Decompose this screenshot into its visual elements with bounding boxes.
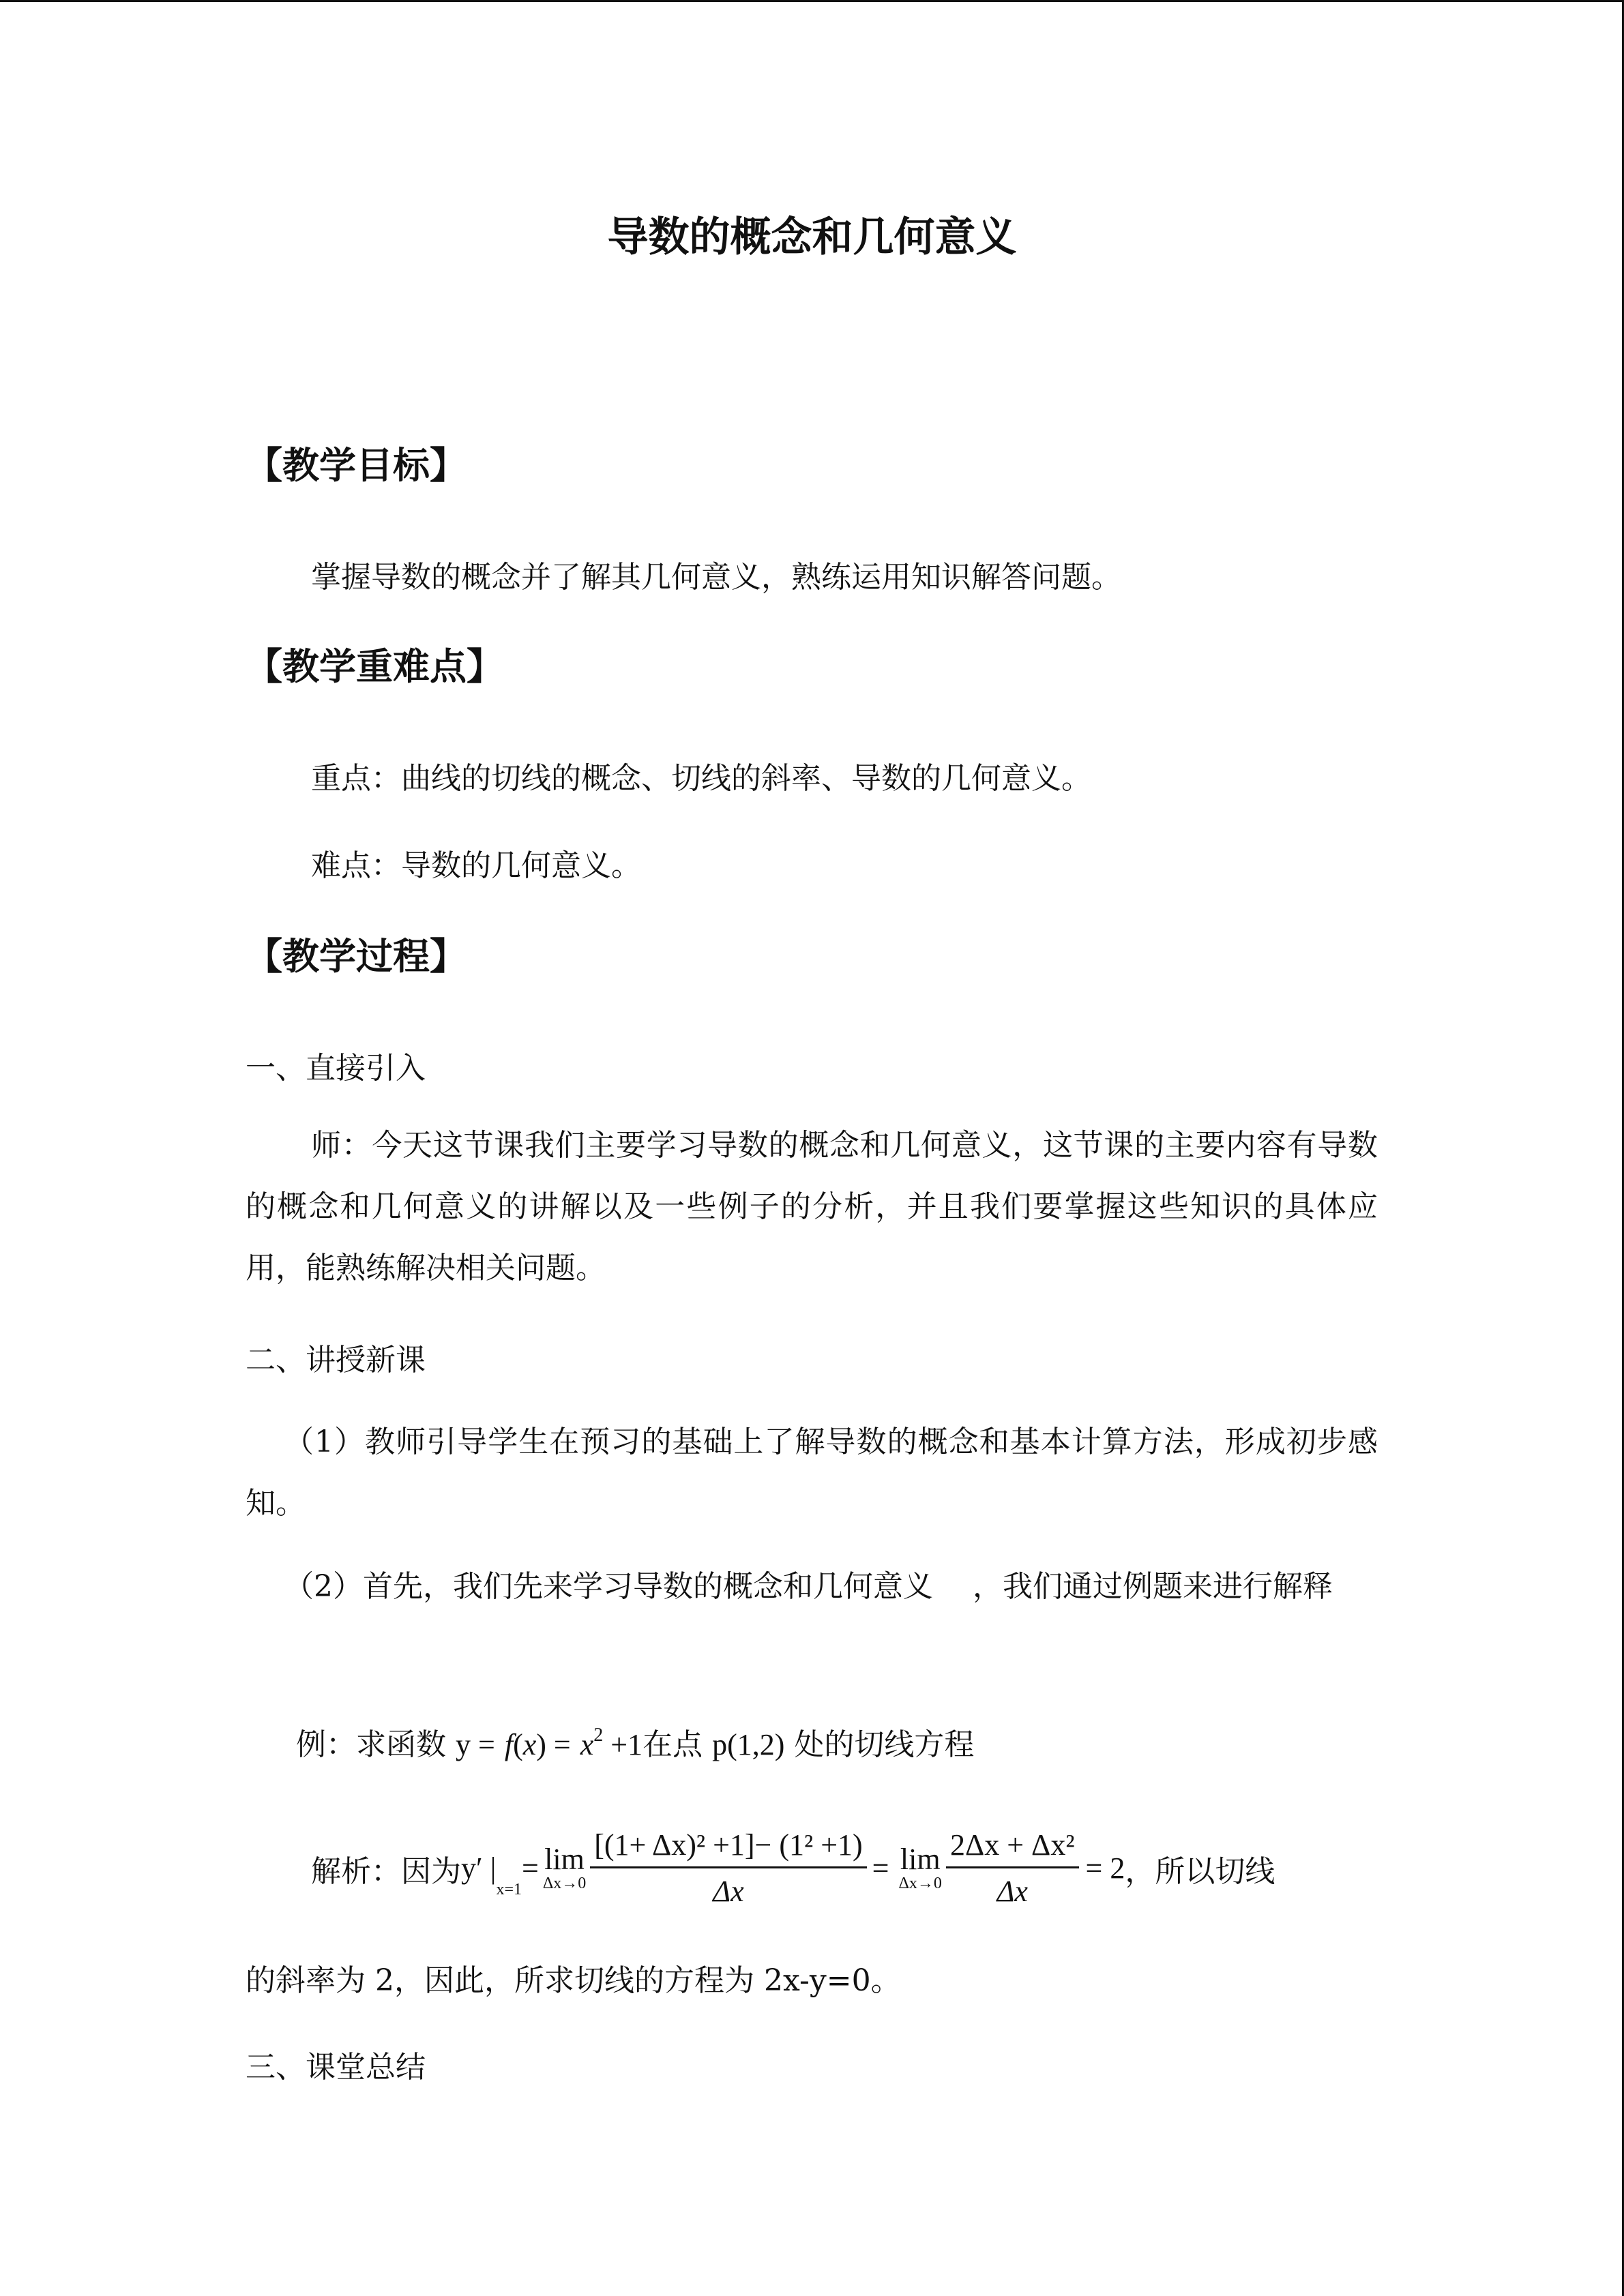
limit-2-sub: Δx→0 <box>898 1874 942 1892</box>
page-top-border <box>0 0 1624 2</box>
example-line <box>296 1720 974 1763</box>
math-point: p(1,2) <box>712 1728 785 1761</box>
objective-text: 掌握导数的概念并了解其几何意义，熟练运用知识解答问题。 <box>311 560 1121 595</box>
objective-heading: 【教学目标】 <box>246 444 467 487</box>
math-result: = 2 <box>1085 1851 1125 1885</box>
example-suffix: 处的切线方程 <box>794 1727 975 1762</box>
solution-line-2: 的斜率为 2，因此，所求切线的方程为 2x-y=0。 <box>246 1963 901 1998</box>
math-y-eq: y = <box>456 1728 495 1761</box>
example-mid: 在点 <box>643 1727 703 1762</box>
math-eq-1: = <box>521 1851 539 1885</box>
math-x2-exponent: 2 <box>593 1725 604 1746</box>
step3-title: 三、课堂总结 <box>246 2050 426 2085</box>
math-plus-one: +1 <box>603 1728 643 1761</box>
limit-2-word: lim <box>900 1842 941 1876</box>
step2-title: 二、讲授新课 <box>246 1343 426 1377</box>
fraction-2-numerator: 2Δx + Δx² <box>949 1828 1075 1862</box>
math-paren-close-eq: ) = <box>536 1728 571 1761</box>
fraction-1 <box>590 1828 866 1909</box>
math-yprime: y′ | <box>461 1851 497 1885</box>
limit-1-word: lim <box>544 1842 585 1876</box>
solution-prefix: 解析：因为 <box>311 1853 461 1889</box>
limit-1 <box>542 1842 587 1892</box>
math-eval-at: x=1 <box>496 1881 522 1898</box>
fraction-1-denominator: Δx <box>590 1866 866 1909</box>
fraction-2 <box>946 1828 1079 1909</box>
solution-line <box>311 1828 1275 1909</box>
math-f: f <box>504 1728 514 1761</box>
fraction-1-numerator: [(1+ Δx)² +1]− (1² +1) <box>594 1828 863 1862</box>
math-eq-2: = <box>872 1851 889 1885</box>
step1-paragraph: 师：今天这节课我们主要学习导数的概念和几何意义，这节课的主要内容有导数的概念和几何意义的讲解以及一些例子的分析，并且我们要掌握这些知识的具体应用，能熟练解决相关问题。 <box>246 1128 1378 1285</box>
key-difficult-heading: 【教学重难点】 <box>246 645 503 688</box>
limit-1-sub: Δx→0 <box>542 1874 587 1892</box>
step2-item2: （2）首先，我们先来学习导数的概念和几何意义 ，我们通过例题来进行解释 <box>284 1569 1333 1604</box>
fraction-2-denominator: Δx <box>946 1866 1079 1909</box>
example-prefix: 例：求函数 <box>296 1727 446 1762</box>
step2-item1: （1）教师引导学生在预习的基础上了解导数的概念和基本计算方法，形成初步感知。 <box>246 1425 1378 1521</box>
difficult-point-text: 难点：导数的几何意义。 <box>311 848 641 883</box>
step1-title: 一、直接引入 <box>246 1051 426 1086</box>
math-x2-base: x <box>580 1728 594 1761</box>
key-point-text: 重点：曲线的切线的概念、切线的斜率、导数的几何意义。 <box>311 761 1091 796</box>
document-title: 导数的概念和几何意义 <box>607 213 1017 261</box>
process-heading: 【教学过程】 <box>246 935 467 978</box>
limit-2 <box>898 1842 942 1892</box>
solution-suffix: ，所以切线 <box>1125 1853 1275 1889</box>
math-x: x <box>522 1728 537 1761</box>
math-paren-open: ( <box>513 1728 523 1761</box>
